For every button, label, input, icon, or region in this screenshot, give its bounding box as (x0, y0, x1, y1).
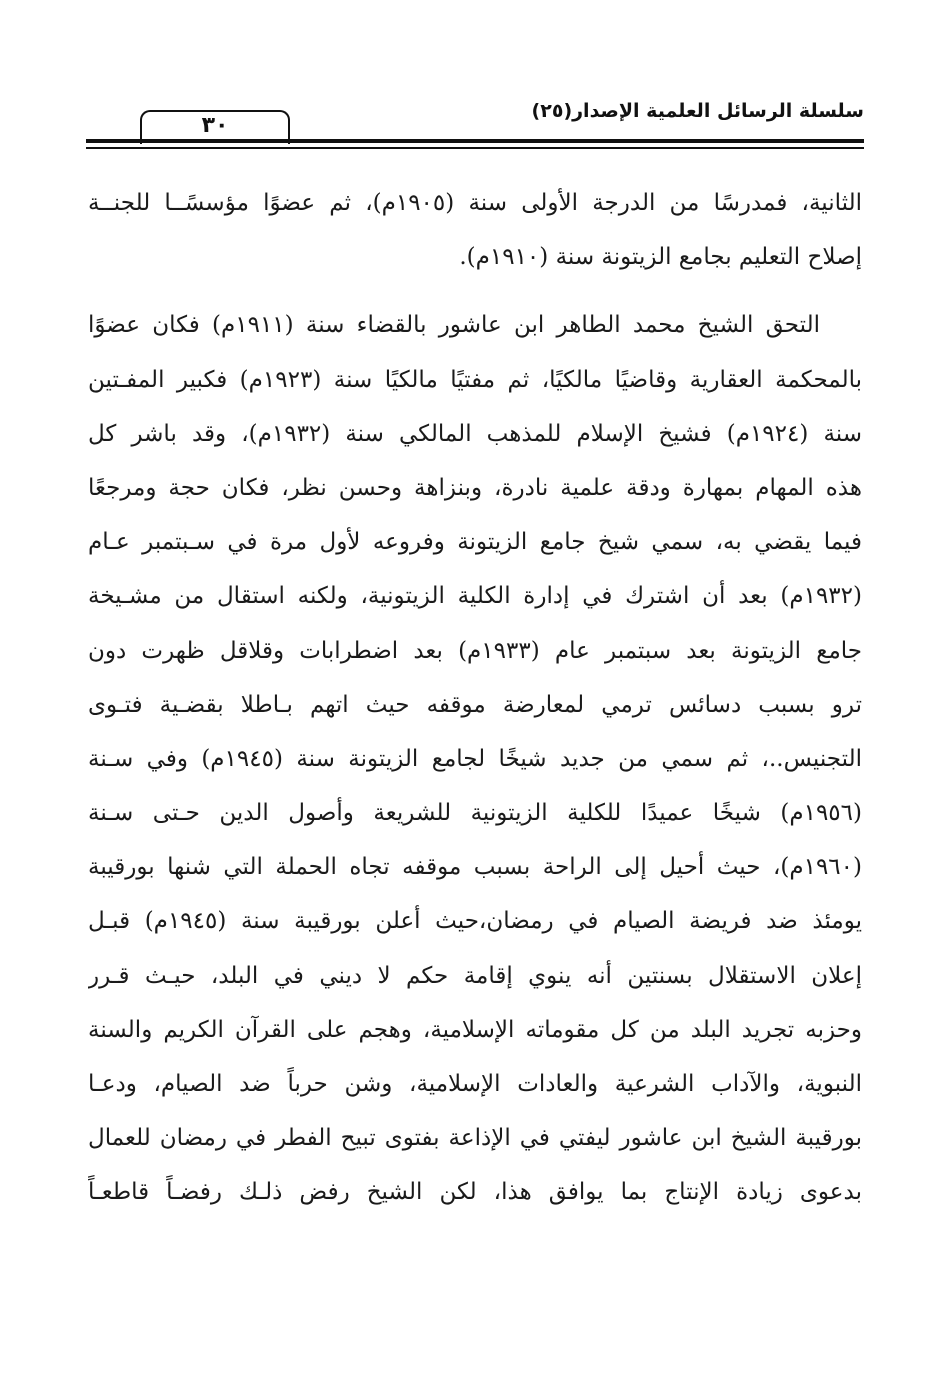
text-line: التجنيس..، ثم سمي من جديد شيخًا لجامع الزيتونة سنة (١٩٤٥م) وفي سـنة (88, 745, 862, 772)
paragraph-gap (88, 284, 862, 298)
text-line: وحزبه تجريد البلد من كل مقوماته الإسلامية، وهجم على القرآن الكريم والسنة (88, 1016, 862, 1043)
page-number: ٣٠ (201, 113, 229, 138)
page-header (86, 96, 864, 156)
text-line: إعلان الاستقلال بسنتين أنه ينوي إقامة حكم لا ديني في البلد، حيـث قـرر (88, 962, 862, 989)
text-line: سنة (١٩٢٤م) فشيخ الإسلام للمذهب المالكي سنة (١٩٣٢م)، وقد باشر كل (88, 420, 862, 447)
header-rule-thick (86, 139, 864, 143)
text-line: الثانية، فمدرسًا من الدرجة الأولى سنة (١٩٠٥م)، ثم عضوًا مؤسسًــا للجنــة (88, 190, 862, 216)
header-rule-thin (86, 147, 864, 149)
text-line: (١٩٣٢م) بعد أن اشترك في إدارة الكلية الزيتونية، ولكنه استقال من مشـيخة (88, 583, 862, 610)
text-line: بالمحكمة العقارية وقاضيًا مالكيًا، ثم مفتيًا مالكيًا سنة (١٩٢٣م) فكبير المفـتين (88, 366, 862, 393)
text-line: النبوية، والآداب الشرعية والعادات الإسلامية، وشن حرباً ضد الصيام، ودعـا (88, 1071, 862, 1097)
paragraph (88, 176, 862, 284)
text-line: التحق الشيخ محمد الطاهر ابن عاشور بالقضاء سنة (١٩١١م) فكان عضوًا (88, 312, 820, 339)
text-line: هذه المهام بمهارة ودقة علمية نادرة، وبنزاهة وحسن نظر، فكان حجة ومرجعًا (88, 474, 862, 501)
text-line: بورقيبة الشيخ ابن عاشور ليفتي في الإذاعة بفتوى تبيح الفطر في رمضان للعمال (88, 1125, 862, 1152)
series-title: سلسلة الرسائل العلمية الإصدار(٢٥) (531, 100, 864, 122)
paragraph (88, 298, 862, 1219)
text-line: فيما يقضي به، سمي شيخ جامع الزيتونة وفروعه لأول مرة في سـبتمبر عـام (88, 529, 862, 556)
text-line: ترو بسبب دسائس ترمي لمعارضة موقفه حيث اتهم بـاطلا بقضـية فتـوى (88, 691, 862, 718)
text-line: (١٩٦٠م)، حيث أحيل إلى الراحة بسبب موقفه تجاه الحملة التي شنها بورقيبة (88, 854, 862, 881)
text-line: (١٩٥٦م) شيخًا عميدًا للكلية الزيتونية للشريعة وأصول الدين حـتى سـنة (88, 800, 862, 827)
text-line: بدعوى زيادة الإنتاج بما يوافق هذا، لكن الشيخ رفض ذلـك رفضـاً قاطعـاً (88, 1179, 862, 1206)
text-line: يومئذ ضد فريضة الصيام في رمضان،حيث أعلن بورقيبة سنة (١٩٤٥م) قبـل (88, 908, 862, 935)
body-text (88, 176, 862, 1220)
text-line: جامع الزيتونة بعد سبتمبر عام (١٩٣٣م) بعد اضطرابات وقلاقل ظهرت دون (88, 637, 862, 664)
text-line: إصلاح التعليم بجامع الزيتونة سنة (١٩١٠م). (459, 244, 862, 271)
